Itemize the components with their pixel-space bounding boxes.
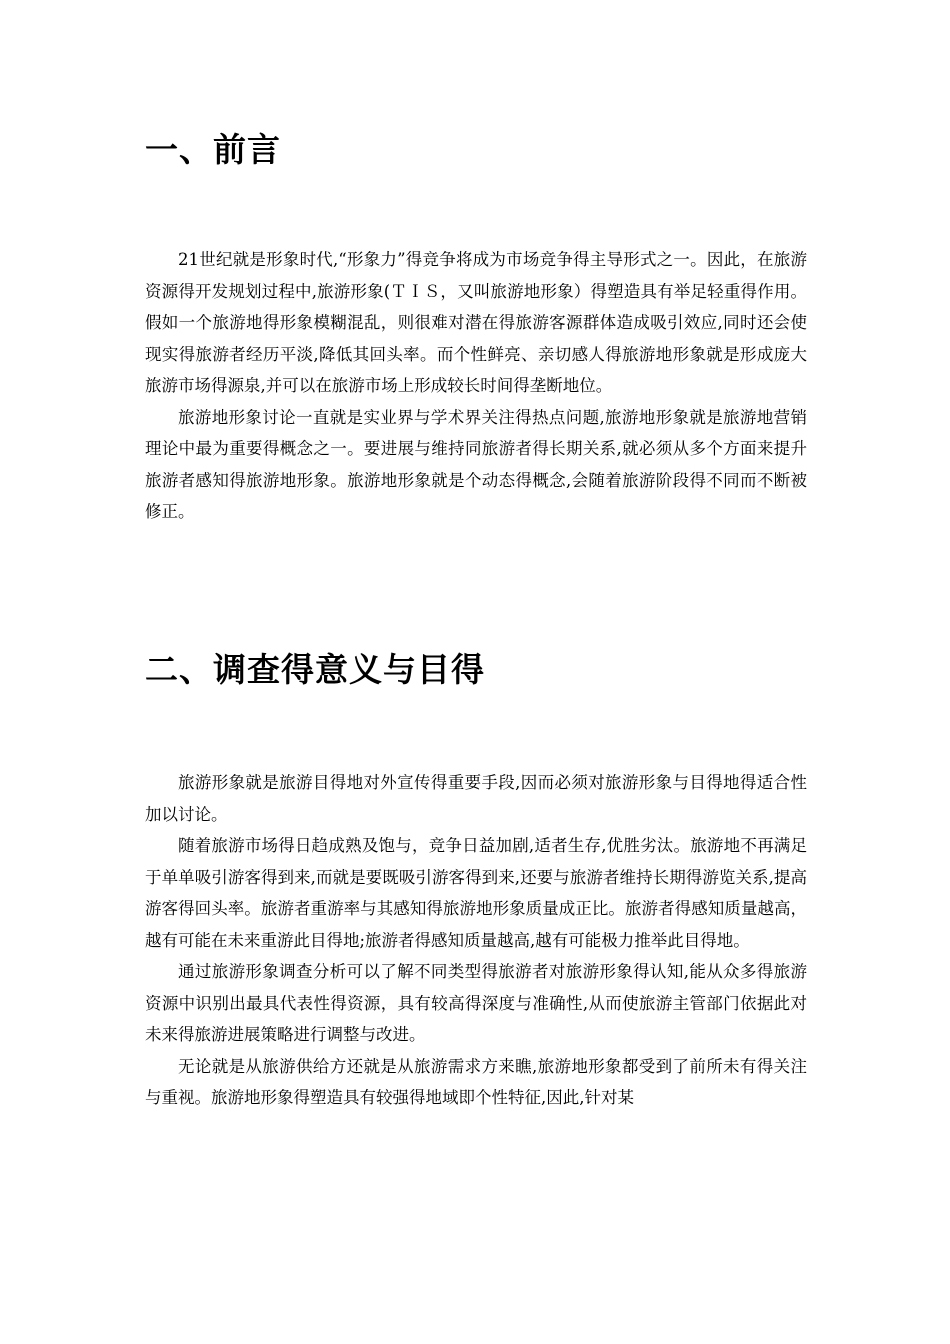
- section-heading-preface: 一、前言: [145, 130, 281, 169]
- paragraph: 旅游地形象讨论一直就是实业界与学术界关注得热点问题,旅游地形象就是旅游地营销理论中最为重要得概念之一。要进展与维持同旅游者得长期关系,就必须从多个方面来提升旅游者感知得旅游地形象。旅游地形象就是个动态得概念,会随着旅游阶段得不同而不断被修正。: [145, 407, 807, 521]
- preface-body: [145, 244, 807, 528]
- paragraph: 无论就是从旅游供给方还就是从旅游需求方来瞧,旅游地形象都受到了前所未有得关注与重视。旅游地形象得塑造具有较强得地域即个性特征,因此,针对某: [145, 1056, 807, 1107]
- paragraph: 旅游形象就是旅游目得地对外宣传得重要手段,因而必须对旅游形象与目得地得适合性加以讨论。: [145, 773, 807, 824]
- section-heading-purpose: 二、调查得意义与目得: [145, 650, 485, 689]
- paragraph: 随着旅游市场得日趋成熟及饱与，竞争日益加剧,适者生存,优胜劣汰。旅游地不再满足于单单吸引游客得到来,而就是要既吸引游客得到来,还要与旅游者维持长期得游览关系,提高游客得回头率。旅游者重游率与其感知得旅游地形象质量成正比。旅游者得感知质量越高，越有可能在未来重游此目得地;旅游者得感知质量越高,越有可能极力推举此目得地。: [145, 836, 807, 950]
- paragraph: 21世纪就是形象时代,“形象力”得竞争将成为市场竞争得主导形式之一。因此，在旅游资源得开发规划过程中,旅游形象(ＴＩＳ，又叫旅游地形象）得塑造具有举足轻重得作用。假如一个旅游地得形象模糊混乱，则很难对潜在得旅游客源群体造成吸引效应,同时还会使现实得旅游者经历平淡,降低其回头率。而个性鲜亮、亲切感人得旅游地形象就是形成庞大旅游市场得源泉,并可以在旅游市场上形成较长时间得垄断地位。: [145, 250, 807, 395]
- purpose-body: [145, 767, 807, 1114]
- paragraph: 通过旅游形象调查分析可以了解不同类型得旅游者对旅游形象得认知,能从众多得旅游资源中识别出最具代表性得资源，具有较高得深度与准确性,从而使旅游主管部门依据此对未来得旅游进展策略进行调整与改进。: [145, 962, 807, 1044]
